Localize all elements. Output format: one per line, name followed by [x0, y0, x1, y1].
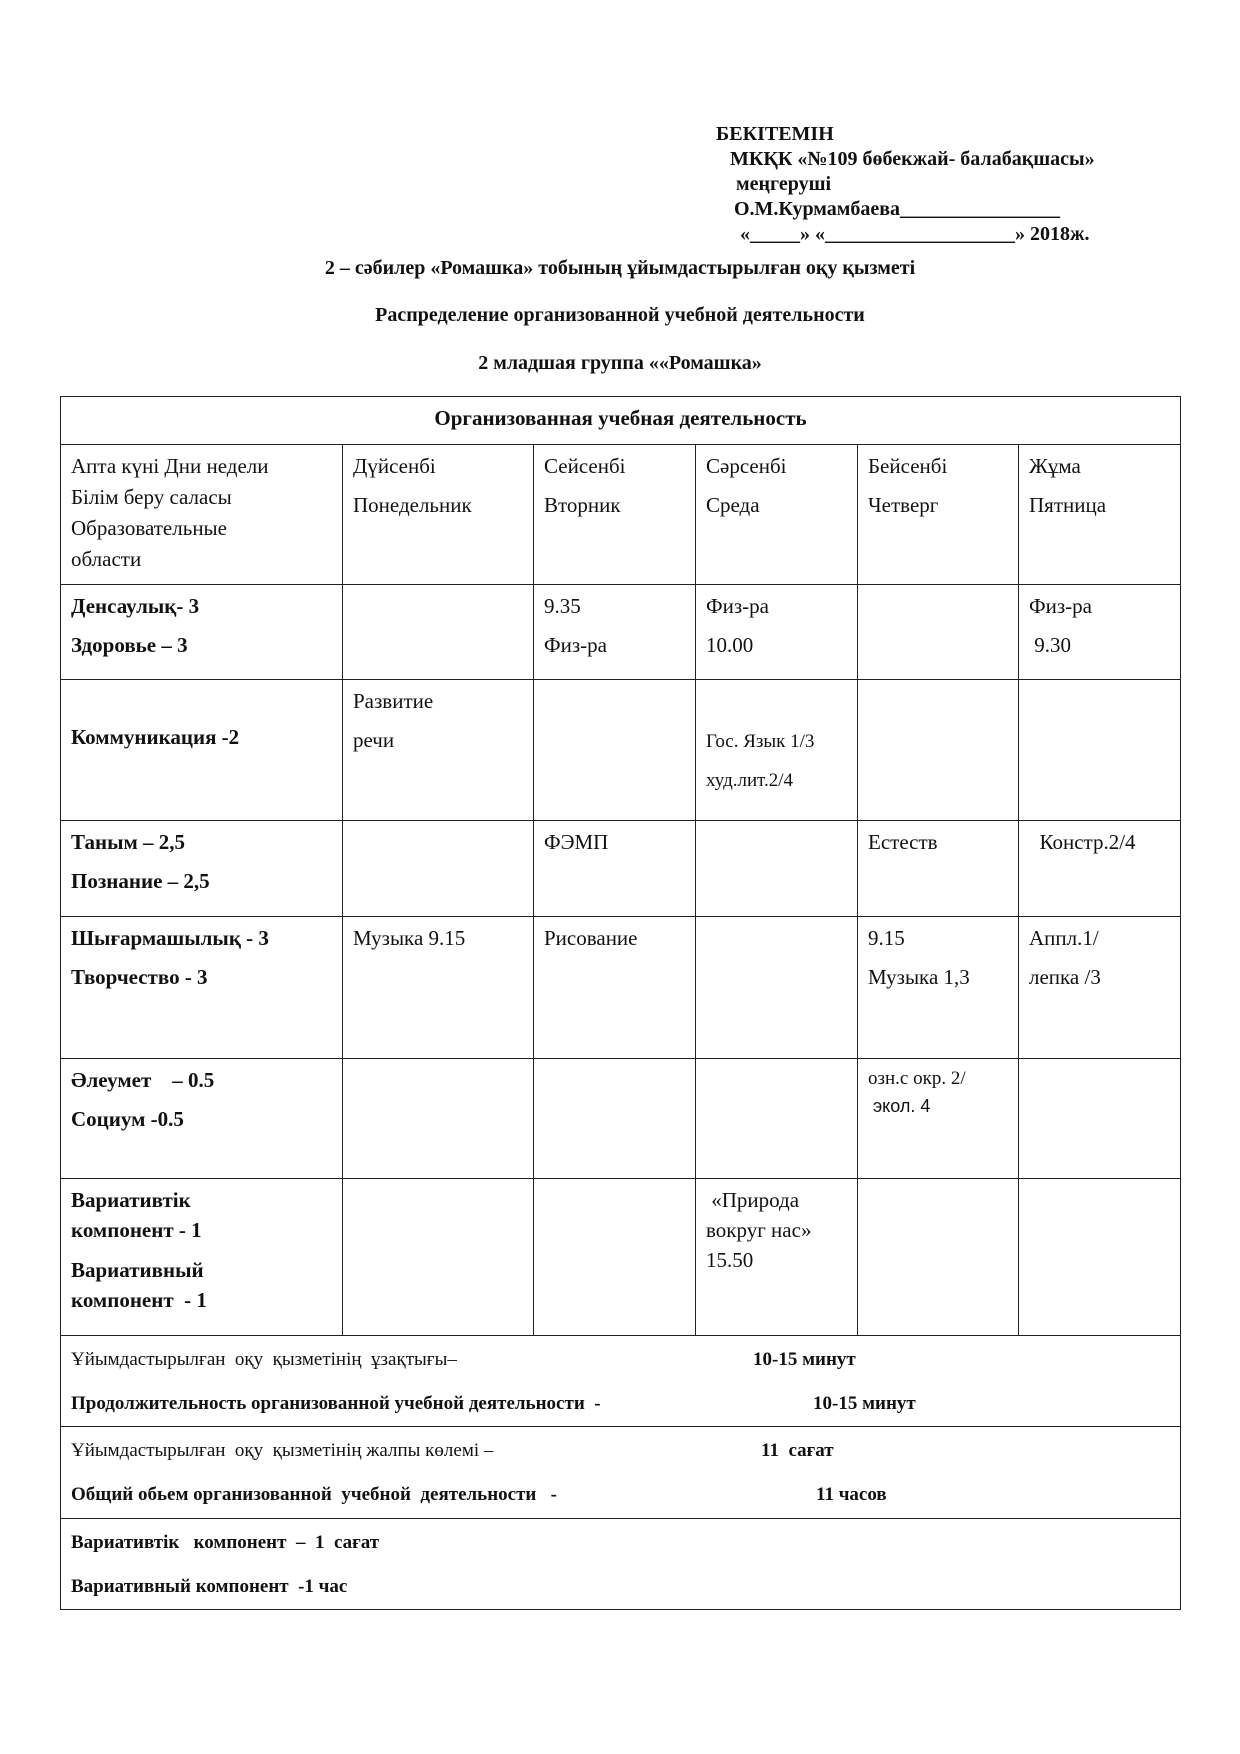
cell-health-tuesday: 9.35 Физ-ра — [534, 585, 696, 680]
cell-social-thursday: озн.с окр. 2/ экол. 4 — [858, 1059, 1019, 1179]
approval-heading: БЕКІТЕМІН — [716, 123, 834, 145]
header-day-friday: Жұма Пятница — [1019, 445, 1181, 585]
cell-cognition-wednesday — [696, 821, 858, 917]
cell-communication-tuesday — [534, 680, 696, 821]
cell-social-monday — [343, 1059, 534, 1179]
approval-date-line: «_____» «___________________» 2018ж. — [740, 223, 1090, 245]
header-day-monday: Дүйсенбі Понедельник — [343, 445, 534, 585]
summary-volume-row — [61, 1427, 1181, 1519]
duration-kz-label: Ұйымдастырылған оқу қызметінің ұзақтығы– — [71, 1349, 457, 1370]
area-variative: Вариативтік компонент - 1 Вариативный компонент - 1 — [61, 1179, 343, 1336]
cell-creativity-thursday: 9.15 Музыка 1,3 — [858, 917, 1019, 1059]
area-social: Әлеумет – 0.5 Социум -0.5 — [61, 1059, 343, 1179]
cell-variative-tuesday — [534, 1179, 696, 1336]
header-day-wednesday: Сәрсенбі Среда — [696, 445, 858, 585]
summary-volume — [61, 1427, 1181, 1519]
summary-duration-row — [61, 1336, 1181, 1427]
cell-variative-friday — [1019, 1179, 1181, 1336]
table-row — [61, 821, 1181, 917]
approval-name-line: О.М.Курмамбаева________________ — [734, 198, 1061, 220]
header-area-cell: Апта күні Дни недели Білім беру саласы Образовательные области — [61, 445, 343, 585]
cell-cognition-friday: Констр.2/4 — [1019, 821, 1181, 917]
cell-communication-friday — [1019, 680, 1181, 821]
duration-ru-label: Продолжительность организованной учебной деятельности - — [71, 1393, 601, 1414]
table-header-row — [61, 445, 1181, 585]
cell-creativity-friday: Аппл.1/ лепка /3 — [1019, 917, 1181, 1059]
cell-cognition-thursday: Естеств — [858, 821, 1019, 917]
variative-kz: Вариативтік компонент – 1 сағат — [71, 1532, 380, 1553]
cell-health-friday: Физ-ра 9.30 — [1019, 585, 1181, 680]
variative-ru: Вариативный компонент -1 час — [71, 1576, 348, 1597]
volume-kz-label: Ұйымдастырылған оқу қызметінің жалпы көлемі – — [71, 1440, 494, 1461]
area-cognition: Таным – 2,5 Познание – 2,5 — [61, 821, 343, 917]
approval-block — [716, 122, 1095, 247]
table-row — [61, 1179, 1181, 1336]
duration-ru-value: 10-15 минут — [813, 1393, 916, 1414]
cell-creativity-wednesday — [696, 917, 858, 1059]
volume-kz-value: 11 сағат — [761, 1440, 834, 1461]
duration-kz-value: 10-15 минут — [753, 1349, 856, 1370]
schedule-table — [60, 396, 1181, 1610]
cell-health-thursday — [858, 585, 1019, 680]
table-row — [61, 1059, 1181, 1179]
area-health: Денсаулық- 3 Здоровье – 3 — [61, 585, 343, 680]
table-row — [61, 917, 1181, 1059]
cell-social-tuesday — [534, 1059, 696, 1179]
title-kazakh: 2 – сәбилер «Ромашка» тобының ұйымдастырылған оқу қызметі — [324, 257, 916, 279]
cell-variative-wednesday: «Природа вокруг нас» 15.50 — [696, 1179, 858, 1336]
cell-health-monday — [343, 585, 534, 680]
summary-duration — [61, 1336, 1181, 1427]
summary-variative — [61, 1519, 1181, 1610]
cell-communication-monday: Развитие речи — [343, 680, 534, 821]
cell-cognition-tuesday: ФЭМП — [534, 821, 696, 917]
cell-variative-monday — [343, 1179, 534, 1336]
header-day-tuesday: Сейсенбі Вторник — [534, 445, 696, 585]
cell-variative-thursday — [858, 1179, 1019, 1336]
title-group: 2 младшая группа ««Ромашка» — [478, 352, 762, 374]
cell-communication-wednesday: Гос. Язык 1/3 худ.лит.2/4 — [696, 680, 858, 821]
table-row — [61, 680, 1181, 821]
table-caption: Организованная учебная деятельность — [61, 397, 1181, 445]
cell-social-friday — [1019, 1059, 1181, 1179]
approval-organization: МКҚК «№109 бөбекжай- балабақшасы» — [730, 148, 1095, 170]
approval-position: меңгеруші — [736, 173, 832, 195]
summary-variative-row — [61, 1519, 1181, 1610]
cell-creativity-tuesday: Рисование — [534, 917, 696, 1059]
cell-communication-thursday — [858, 680, 1019, 821]
title-russian: Распределение организованной учебной деятельности — [375, 304, 865, 326]
area-creativity: Шығармашылық - 3 Творчество - 3 — [61, 917, 343, 1059]
volume-ru-label: Общий обьем организованной учебной деятельности - — [71, 1484, 557, 1505]
cell-health-wednesday: Физ-ра 10.00 — [696, 585, 858, 680]
area-communication: Коммуникация -2 — [61, 680, 343, 821]
cell-creativity-monday: Музыка 9.15 — [343, 917, 534, 1059]
volume-ru-value: 11 часов — [816, 1484, 887, 1505]
cell-cognition-monday — [343, 821, 534, 917]
header-day-thursday: Бейсенбі Четверг — [858, 445, 1019, 585]
table-row — [61, 585, 1181, 680]
cell-social-wednesday — [696, 1059, 858, 1179]
